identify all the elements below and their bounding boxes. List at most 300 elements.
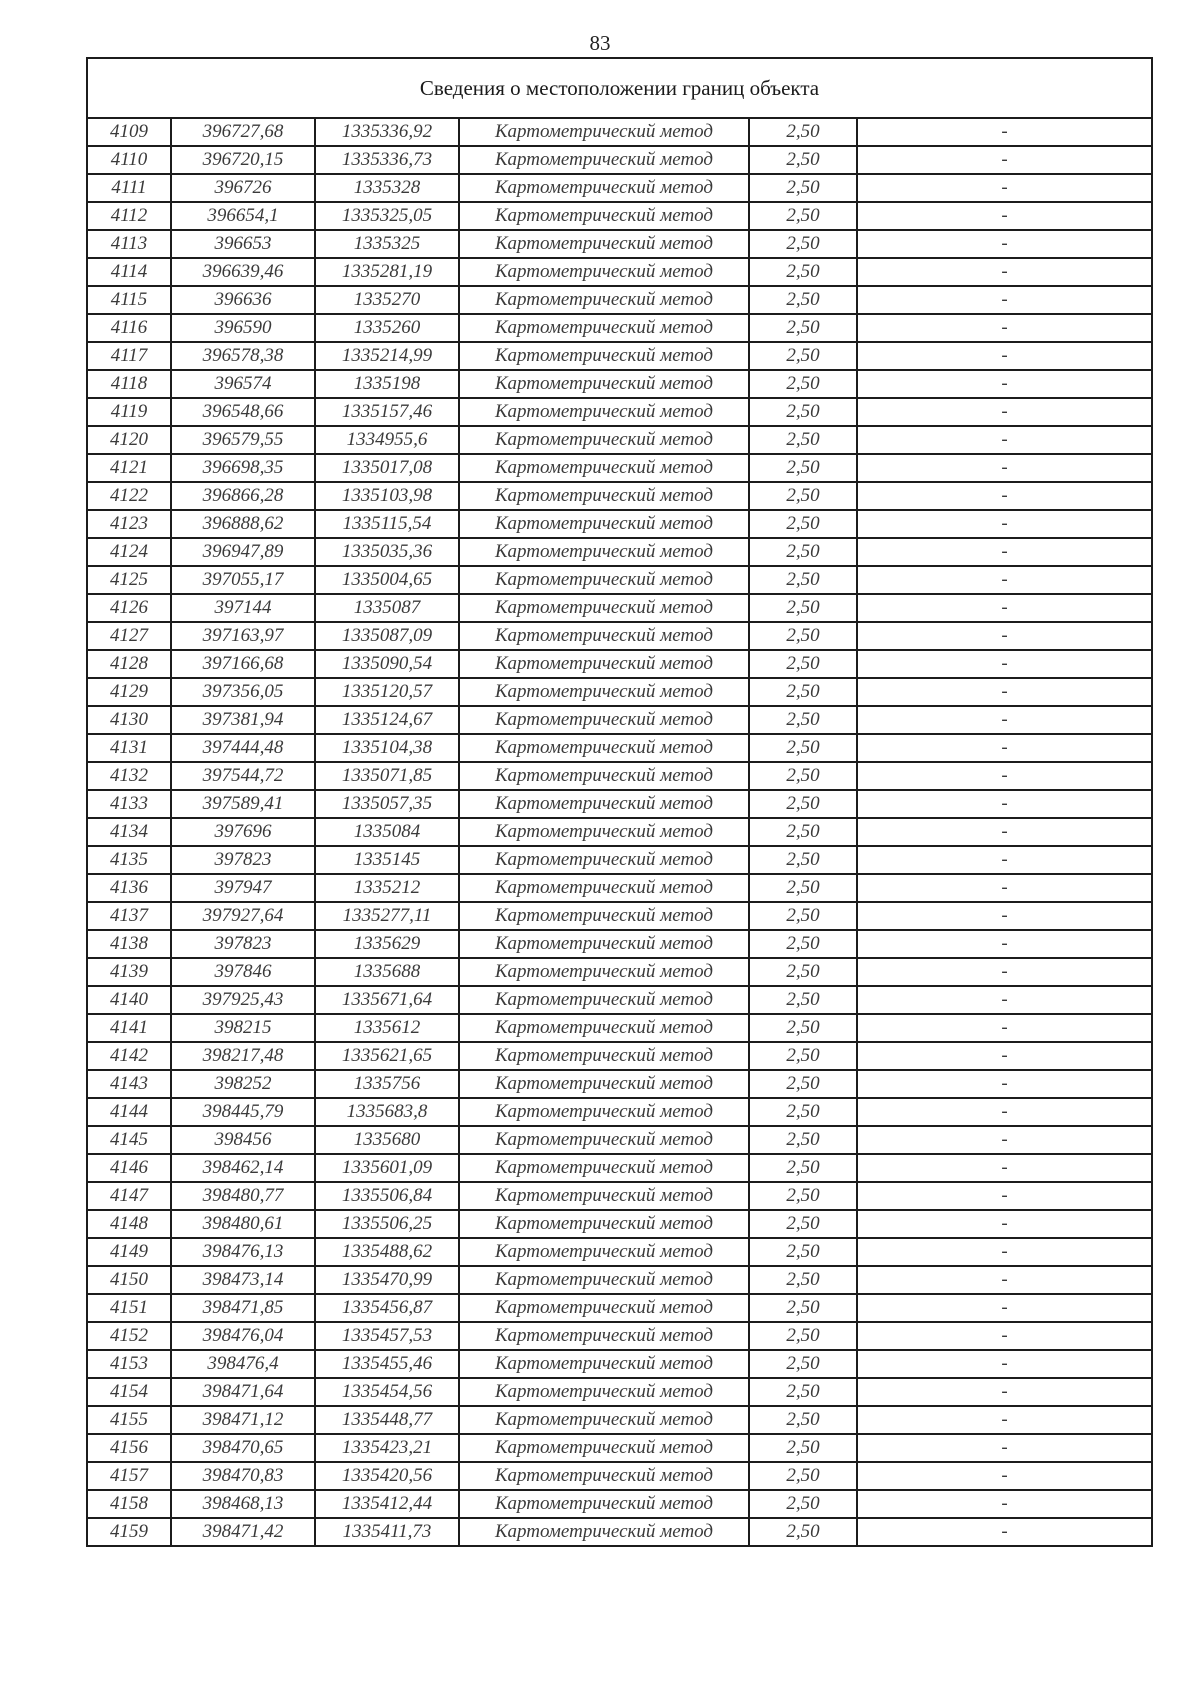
- point-number-cell: 4134: [87, 818, 171, 846]
- accuracy-cell: 2,50: [749, 958, 857, 986]
- point-number-cell: 4110: [87, 146, 171, 174]
- x-coordinate-cell: 397846: [171, 958, 315, 986]
- method-cell: Картометрический метод: [459, 258, 749, 286]
- point-number-cell: 4145: [87, 1126, 171, 1154]
- y-coordinate-cell: 1335214,99: [315, 342, 459, 370]
- accuracy-cell: 2,50: [749, 902, 857, 930]
- accuracy-cell: 2,50: [749, 930, 857, 958]
- y-coordinate-cell: 1335680: [315, 1126, 459, 1154]
- point-number-cell: 4109: [87, 118, 171, 146]
- accuracy-cell: 2,50: [749, 1266, 857, 1294]
- point-number-cell: 4142: [87, 1042, 171, 1070]
- y-coordinate-cell: 1335448,77: [315, 1406, 459, 1434]
- description-cell: -: [857, 286, 1152, 314]
- x-coordinate-cell: 398476,04: [171, 1322, 315, 1350]
- accuracy-cell: 2,50: [749, 790, 857, 818]
- y-coordinate-cell: 1335071,85: [315, 762, 459, 790]
- method-cell: Картометрический метод: [459, 1238, 749, 1266]
- table-row: [87, 258, 1152, 286]
- x-coordinate-cell: 396888,62: [171, 510, 315, 538]
- description-cell: -: [857, 342, 1152, 370]
- method-cell: Картометрический метод: [459, 1042, 749, 1070]
- accuracy-cell: 2,50: [749, 1490, 857, 1518]
- method-cell: Картометрический метод: [459, 314, 749, 342]
- point-number-cell: 4149: [87, 1238, 171, 1266]
- x-coordinate-cell: 398471,42: [171, 1518, 315, 1546]
- accuracy-cell: 2,50: [749, 566, 857, 594]
- table-row: [87, 1322, 1152, 1350]
- description-cell: -: [857, 118, 1152, 146]
- y-coordinate-cell: 1335420,56: [315, 1462, 459, 1490]
- accuracy-cell: 2,50: [749, 818, 857, 846]
- y-coordinate-cell: 1335336,92: [315, 118, 459, 146]
- method-cell: Картометрический метод: [459, 426, 749, 454]
- x-coordinate-cell: 397696: [171, 818, 315, 846]
- method-cell: Картометрический метод: [459, 482, 749, 510]
- accuracy-cell: 2,50: [749, 202, 857, 230]
- description-cell: -: [857, 902, 1152, 930]
- description-cell: -: [857, 230, 1152, 258]
- table-row: [87, 706, 1152, 734]
- accuracy-cell: 2,50: [749, 678, 857, 706]
- accuracy-cell: 2,50: [749, 286, 857, 314]
- table-row: [87, 1070, 1152, 1098]
- accuracy-cell: 2,50: [749, 258, 857, 286]
- x-coordinate-cell: 397544,72: [171, 762, 315, 790]
- description-cell: -: [857, 958, 1152, 986]
- accuracy-cell: 2,50: [749, 650, 857, 678]
- table-row: [87, 1126, 1152, 1154]
- y-coordinate-cell: 1335336,73: [315, 146, 459, 174]
- x-coordinate-cell: 396698,35: [171, 454, 315, 482]
- method-cell: Картометрический метод: [459, 622, 749, 650]
- y-coordinate-cell: 1335621,65: [315, 1042, 459, 1070]
- x-coordinate-cell: 398470,65: [171, 1434, 315, 1462]
- accuracy-cell: 2,50: [749, 370, 857, 398]
- x-coordinate-cell: 398456: [171, 1126, 315, 1154]
- table-row: [87, 510, 1152, 538]
- table-row: [87, 230, 1152, 258]
- description-cell: -: [857, 734, 1152, 762]
- point-number-cell: 4153: [87, 1350, 171, 1378]
- accuracy-cell: 2,50: [749, 1126, 857, 1154]
- point-number-cell: 4120: [87, 426, 171, 454]
- description-cell: -: [857, 846, 1152, 874]
- accuracy-cell: 2,50: [749, 874, 857, 902]
- table-row: [87, 930, 1152, 958]
- x-coordinate-cell: 396636: [171, 286, 315, 314]
- y-coordinate-cell: 1335120,57: [315, 678, 459, 706]
- point-number-cell: 4135: [87, 846, 171, 874]
- accuracy-cell: 2,50: [749, 1462, 857, 1490]
- method-cell: Картометрический метод: [459, 762, 749, 790]
- y-coordinate-cell: 1335103,98: [315, 482, 459, 510]
- point-number-cell: 4125: [87, 566, 171, 594]
- method-cell: Картометрический метод: [459, 1462, 749, 1490]
- description-cell: -: [857, 174, 1152, 202]
- accuracy-cell: 2,50: [749, 1182, 857, 1210]
- x-coordinate-cell: 396727,68: [171, 118, 315, 146]
- accuracy-cell: 2,50: [749, 1098, 857, 1126]
- method-cell: Картометрический метод: [459, 1014, 749, 1042]
- description-cell: -: [857, 566, 1152, 594]
- x-coordinate-cell: 397589,41: [171, 790, 315, 818]
- method-cell: Картометрический метод: [459, 286, 749, 314]
- description-cell: -: [857, 314, 1152, 342]
- table-row: [87, 650, 1152, 678]
- y-coordinate-cell: 1335281,19: [315, 258, 459, 286]
- x-coordinate-cell: 397055,17: [171, 566, 315, 594]
- x-coordinate-cell: 396947,89: [171, 538, 315, 566]
- table-row: [87, 1154, 1152, 1182]
- y-coordinate-cell: 1335629: [315, 930, 459, 958]
- accuracy-cell: 2,50: [749, 986, 857, 1014]
- x-coordinate-cell: 398471,12: [171, 1406, 315, 1434]
- point-number-cell: 4138: [87, 930, 171, 958]
- method-cell: Картометрический метод: [459, 1182, 749, 1210]
- accuracy-cell: 2,50: [749, 1350, 857, 1378]
- method-cell: Картометрический метод: [459, 846, 749, 874]
- point-number-cell: 4133: [87, 790, 171, 818]
- accuracy-cell: 2,50: [749, 1042, 857, 1070]
- point-number-cell: 4118: [87, 370, 171, 398]
- point-number-cell: 4154: [87, 1378, 171, 1406]
- x-coordinate-cell: 398480,77: [171, 1182, 315, 1210]
- method-cell: Картометрический метод: [459, 1406, 749, 1434]
- method-cell: Картометрический метод: [459, 1070, 749, 1098]
- accuracy-cell: 2,50: [749, 706, 857, 734]
- x-coordinate-cell: 396653: [171, 230, 315, 258]
- x-coordinate-cell: 398215: [171, 1014, 315, 1042]
- description-cell: -: [857, 706, 1152, 734]
- method-cell: Картометрический метод: [459, 594, 749, 622]
- table-row: [87, 734, 1152, 762]
- table-row: [87, 426, 1152, 454]
- table-row: [87, 622, 1152, 650]
- table-row: [87, 174, 1152, 202]
- y-coordinate-cell: 1335457,53: [315, 1322, 459, 1350]
- table-row: [87, 1014, 1152, 1042]
- description-cell: -: [857, 930, 1152, 958]
- table-row: [87, 846, 1152, 874]
- table-row: [87, 1378, 1152, 1406]
- point-number-cell: 4141: [87, 1014, 171, 1042]
- table-row: [87, 1434, 1152, 1462]
- y-coordinate-cell: 1335411,73: [315, 1518, 459, 1546]
- method-cell: Картометрический метод: [459, 902, 749, 930]
- point-number-cell: 4158: [87, 1490, 171, 1518]
- y-coordinate-cell: 1334955,6: [315, 426, 459, 454]
- description-cell: -: [857, 482, 1152, 510]
- table-row: [87, 986, 1152, 1014]
- description-cell: -: [857, 818, 1152, 846]
- x-coordinate-cell: 396578,38: [171, 342, 315, 370]
- accuracy-cell: 2,50: [749, 622, 857, 650]
- x-coordinate-cell: 397947: [171, 874, 315, 902]
- accuracy-cell: 2,50: [749, 510, 857, 538]
- accuracy-cell: 2,50: [749, 846, 857, 874]
- method-cell: Картометрический метод: [459, 454, 749, 482]
- description-cell: -: [857, 258, 1152, 286]
- method-cell: Картометрический метод: [459, 202, 749, 230]
- point-number-cell: 4117: [87, 342, 171, 370]
- accuracy-cell: 2,50: [749, 1154, 857, 1182]
- x-coordinate-cell: 396726: [171, 174, 315, 202]
- method-cell: Картометрический метод: [459, 930, 749, 958]
- description-cell: -: [857, 1406, 1152, 1434]
- accuracy-cell: 2,50: [749, 1070, 857, 1098]
- method-cell: Картометрический метод: [459, 678, 749, 706]
- table-row: [87, 398, 1152, 426]
- description-cell: -: [857, 1518, 1152, 1546]
- point-number-cell: 4123: [87, 510, 171, 538]
- accuracy-cell: 2,50: [749, 1434, 857, 1462]
- description-cell: -: [857, 1434, 1152, 1462]
- accuracy-cell: 2,50: [749, 1210, 857, 1238]
- accuracy-cell: 2,50: [749, 594, 857, 622]
- description-cell: -: [857, 1322, 1152, 1350]
- x-coordinate-cell: 396639,46: [171, 258, 315, 286]
- method-cell: Картометрический метод: [459, 146, 749, 174]
- description-cell: -: [857, 1154, 1152, 1182]
- point-number-cell: 4119: [87, 398, 171, 426]
- y-coordinate-cell: 1335145: [315, 846, 459, 874]
- method-cell: Картометрический метод: [459, 1490, 749, 1518]
- method-cell: Картометрический метод: [459, 1322, 749, 1350]
- y-coordinate-cell: 1335488,62: [315, 1238, 459, 1266]
- method-cell: Картометрический метод: [459, 398, 749, 426]
- description-cell: -: [857, 510, 1152, 538]
- method-cell: Картометрический метод: [459, 1154, 749, 1182]
- point-number-cell: 4112: [87, 202, 171, 230]
- description-cell: -: [857, 1070, 1152, 1098]
- x-coordinate-cell: 397381,94: [171, 706, 315, 734]
- table-row: [87, 566, 1152, 594]
- y-coordinate-cell: 1335124,67: [315, 706, 459, 734]
- point-number-cell: 4150: [87, 1266, 171, 1294]
- point-number-cell: 4126: [87, 594, 171, 622]
- table-row: [87, 482, 1152, 510]
- point-number-cell: 4121: [87, 454, 171, 482]
- description-cell: -: [857, 370, 1152, 398]
- x-coordinate-cell: 398471,64: [171, 1378, 315, 1406]
- description-cell: -: [857, 762, 1152, 790]
- point-number-cell: 4127: [87, 622, 171, 650]
- point-number-cell: 4137: [87, 902, 171, 930]
- table-row: [87, 342, 1152, 370]
- point-number-cell: 4129: [87, 678, 171, 706]
- method-cell: Картометрический метод: [459, 118, 749, 146]
- y-coordinate-cell: 1335157,46: [315, 398, 459, 426]
- description-cell: -: [857, 1294, 1152, 1322]
- x-coordinate-cell: 396548,66: [171, 398, 315, 426]
- method-cell: Картометрический метод: [459, 734, 749, 762]
- accuracy-cell: 2,50: [749, 118, 857, 146]
- point-number-cell: 4159: [87, 1518, 171, 1546]
- point-number-cell: 4144: [87, 1098, 171, 1126]
- y-coordinate-cell: 1335198: [315, 370, 459, 398]
- table-row: [87, 678, 1152, 706]
- point-number-cell: 4140: [87, 986, 171, 1014]
- description-cell: -: [857, 1182, 1152, 1210]
- accuracy-cell: 2,50: [749, 734, 857, 762]
- y-coordinate-cell: 1335277,11: [315, 902, 459, 930]
- accuracy-cell: 2,50: [749, 1294, 857, 1322]
- method-cell: Картометрический метод: [459, 174, 749, 202]
- y-coordinate-cell: 1335456,87: [315, 1294, 459, 1322]
- method-cell: Картометрический метод: [459, 1126, 749, 1154]
- table-row: [87, 1042, 1152, 1070]
- x-coordinate-cell: 398471,85: [171, 1294, 315, 1322]
- description-cell: -: [857, 790, 1152, 818]
- x-coordinate-cell: 397163,97: [171, 622, 315, 650]
- y-coordinate-cell: 1335017,08: [315, 454, 459, 482]
- point-number-cell: 4156: [87, 1434, 171, 1462]
- table-row: [87, 454, 1152, 482]
- method-cell: Картометрический метод: [459, 874, 749, 902]
- y-coordinate-cell: 1335412,44: [315, 1490, 459, 1518]
- y-coordinate-cell: 1335328: [315, 174, 459, 202]
- point-number-cell: 4139: [87, 958, 171, 986]
- x-coordinate-cell: 397144: [171, 594, 315, 622]
- y-coordinate-cell: 1335084: [315, 818, 459, 846]
- y-coordinate-cell: 1335470,99: [315, 1266, 459, 1294]
- table-row: [87, 1238, 1152, 1266]
- point-number-cell: 4136: [87, 874, 171, 902]
- point-number-cell: 4152: [87, 1322, 171, 1350]
- point-number-cell: 4124: [87, 538, 171, 566]
- x-coordinate-cell: 398476,13: [171, 1238, 315, 1266]
- description-cell: -: [857, 1126, 1152, 1154]
- table-row: [87, 958, 1152, 986]
- accuracy-cell: 2,50: [749, 174, 857, 202]
- y-coordinate-cell: 1335270: [315, 286, 459, 314]
- x-coordinate-cell: 397925,43: [171, 986, 315, 1014]
- point-number-cell: 4128: [87, 650, 171, 678]
- accuracy-cell: 2,50: [749, 230, 857, 258]
- accuracy-cell: 2,50: [749, 426, 857, 454]
- table-row: [87, 1266, 1152, 1294]
- method-cell: Картометрический метод: [459, 1266, 749, 1294]
- x-coordinate-cell: 397927,64: [171, 902, 315, 930]
- method-cell: Картометрический метод: [459, 1434, 749, 1462]
- description-cell: -: [857, 398, 1152, 426]
- method-cell: Картометрический метод: [459, 1518, 749, 1546]
- description-cell: -: [857, 1210, 1152, 1238]
- description-cell: -: [857, 538, 1152, 566]
- method-cell: Картометрический метод: [459, 790, 749, 818]
- table-row: [87, 1490, 1152, 1518]
- accuracy-cell: 2,50: [749, 1518, 857, 1546]
- y-coordinate-cell: 1335035,36: [315, 538, 459, 566]
- y-coordinate-cell: 1335004,65: [315, 566, 459, 594]
- description-cell: -: [857, 1350, 1152, 1378]
- table-row: [87, 902, 1152, 930]
- table-row: [87, 1210, 1152, 1238]
- table-row: [87, 790, 1152, 818]
- x-coordinate-cell: 397823: [171, 846, 315, 874]
- description-cell: -: [857, 426, 1152, 454]
- method-cell: Картометрический метод: [459, 986, 749, 1014]
- x-coordinate-cell: 398217,48: [171, 1042, 315, 1070]
- description-cell: -: [857, 1266, 1152, 1294]
- point-number-cell: 4111: [87, 174, 171, 202]
- x-coordinate-cell: 398480,61: [171, 1210, 315, 1238]
- x-coordinate-cell: 398470,83: [171, 1462, 315, 1490]
- method-cell: Картометрический метод: [459, 230, 749, 258]
- method-cell: Картометрический метод: [459, 538, 749, 566]
- y-coordinate-cell: 1335115,54: [315, 510, 459, 538]
- x-coordinate-cell: 398468,13: [171, 1490, 315, 1518]
- y-coordinate-cell: 1335601,09: [315, 1154, 459, 1182]
- method-cell: Картометрический метод: [459, 566, 749, 594]
- accuracy-cell: 2,50: [749, 538, 857, 566]
- x-coordinate-cell: 398462,14: [171, 1154, 315, 1182]
- point-number-cell: 4131: [87, 734, 171, 762]
- accuracy-cell: 2,50: [749, 342, 857, 370]
- method-cell: Картометрический метод: [459, 510, 749, 538]
- y-coordinate-cell: 1335260: [315, 314, 459, 342]
- table-row: [87, 286, 1152, 314]
- accuracy-cell: 2,50: [749, 482, 857, 510]
- table-caption-row: [87, 58, 1152, 118]
- y-coordinate-cell: 1335057,35: [315, 790, 459, 818]
- point-number-cell: 4151: [87, 1294, 171, 1322]
- table-row: [87, 370, 1152, 398]
- description-cell: -: [857, 986, 1152, 1014]
- point-number-cell: 4146: [87, 1154, 171, 1182]
- description-cell: -: [857, 678, 1152, 706]
- accuracy-cell: 2,50: [749, 762, 857, 790]
- y-coordinate-cell: 1335454,56: [315, 1378, 459, 1406]
- table-row: [87, 314, 1152, 342]
- description-cell: -: [857, 650, 1152, 678]
- y-coordinate-cell: 1335423,21: [315, 1434, 459, 1462]
- y-coordinate-cell: 1335212: [315, 874, 459, 902]
- method-cell: Картометрический метод: [459, 650, 749, 678]
- description-cell: -: [857, 454, 1152, 482]
- table-row: [87, 1294, 1152, 1322]
- y-coordinate-cell: 1335688: [315, 958, 459, 986]
- description-cell: -: [857, 1490, 1152, 1518]
- point-number-cell: 4115: [87, 286, 171, 314]
- table-row: [87, 538, 1152, 566]
- x-coordinate-cell: 398473,14: [171, 1266, 315, 1294]
- point-number-cell: 4148: [87, 1210, 171, 1238]
- point-number-cell: 4114: [87, 258, 171, 286]
- y-coordinate-cell: 1335506,84: [315, 1182, 459, 1210]
- accuracy-cell: 2,50: [749, 398, 857, 426]
- method-cell: Картометрический метод: [459, 1350, 749, 1378]
- method-cell: Картометрический метод: [459, 706, 749, 734]
- x-coordinate-cell: 398476,4: [171, 1350, 315, 1378]
- x-coordinate-cell: 397823: [171, 930, 315, 958]
- accuracy-cell: 2,50: [749, 146, 857, 174]
- table-row: [87, 874, 1152, 902]
- table-body: [87, 58, 1152, 1546]
- description-cell: -: [857, 146, 1152, 174]
- method-cell: Картометрический метод: [459, 1378, 749, 1406]
- table-row: [87, 762, 1152, 790]
- description-cell: -: [857, 622, 1152, 650]
- accuracy-cell: 2,50: [749, 1322, 857, 1350]
- method-cell: Картометрический метод: [459, 1294, 749, 1322]
- table-row: [87, 1182, 1152, 1210]
- description-cell: -: [857, 1238, 1152, 1266]
- table-row: [87, 1098, 1152, 1126]
- y-coordinate-cell: 1335087,09: [315, 622, 459, 650]
- accuracy-cell: 2,50: [749, 454, 857, 482]
